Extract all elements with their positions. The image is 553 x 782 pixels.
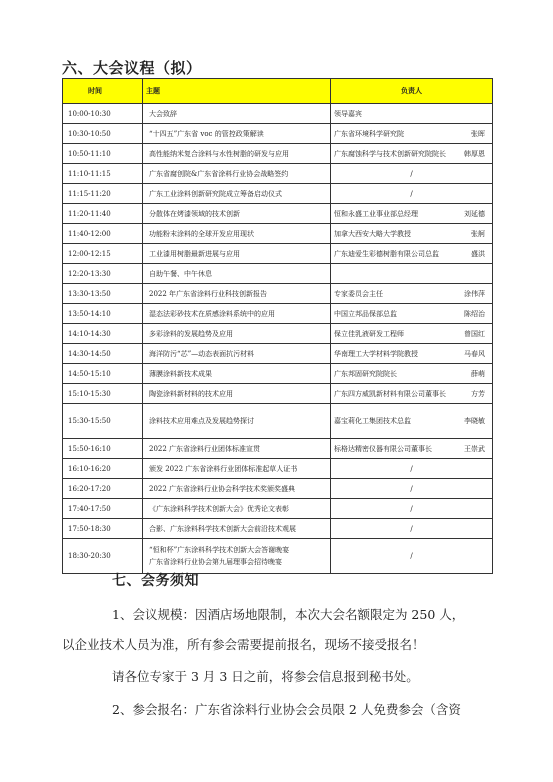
agenda-row: [63, 439, 493, 459]
agenda-responsible: [331, 404, 493, 439]
responsible-org: 中国立邦品保部总监: [334, 309, 397, 318]
responsible-org: 华南理工大学材料学院教授: [334, 349, 418, 358]
responsible-person: 方芳: [471, 389, 485, 398]
section-6-title: 六、大会议程（拟）: [62, 59, 202, 77]
notice-paragraph-2: 请各位专家于 3 月 3 日之前，将参会信息报到秘书处。: [112, 669, 419, 684]
agenda-row: [63, 104, 493, 124]
agenda-topic: 薄膜涂料新技术成果: [143, 364, 331, 384]
agenda-row: [63, 224, 493, 244]
agenda-responsible: [331, 204, 493, 224]
agenda-responsible: [331, 384, 493, 404]
agenda-time: 15:50-16:10: [63, 439, 143, 459]
responsible-person: 曾国红: [464, 329, 485, 338]
agenda-responsible: [331, 499, 493, 519]
agenda-time: 15:30-15:50: [63, 404, 143, 439]
agenda-time: 14:50-15:10: [63, 364, 143, 384]
agenda-row: [63, 264, 493, 284]
agenda-time: 11:10-11:15: [63, 164, 143, 184]
responsible-org: 领导嘉宾: [334, 109, 362, 118]
agenda-row: [63, 539, 493, 574]
agenda-responsible: [331, 244, 493, 264]
agenda-row: [63, 204, 493, 224]
agenda-time: 11:15-11:20: [63, 184, 143, 204]
responsible-person: 薛萌: [471, 369, 485, 378]
responsible-org: /: [410, 464, 413, 473]
agenda-time: 10:50-11:10: [63, 144, 143, 164]
agenda-responsible: [331, 124, 493, 144]
agenda-time: 13:50-14:10: [63, 304, 143, 324]
responsible-org: /: [410, 552, 413, 560]
responsible-org: 保立佳乳液研发工程师: [334, 329, 404, 338]
responsible-org: /: [410, 484, 413, 493]
agenda-row: [63, 184, 493, 204]
agenda-responsible: [331, 164, 493, 184]
responsible-org: 广东四方威凯新材料有限公司董事长: [334, 389, 446, 398]
agenda-responsible: [331, 479, 493, 499]
agenda-row: [63, 124, 493, 144]
agenda-responsible: [331, 184, 493, 204]
responsible-org: 广东迪爱生彩德树脂有限公司总监: [334, 249, 439, 258]
agenda-row: [63, 479, 493, 499]
responsible-org: 专家委员会主任: [334, 289, 383, 298]
notice-paragraph-3: 2、参会报名：广东省涂料行业协会会员限 2 人免费参会（含资: [112, 702, 461, 717]
responsible-org: 标格达精密仪器有限公司董事长: [334, 444, 432, 453]
agenda-row: [63, 384, 493, 404]
agenda-topic: 工业漆用树脂最新进展与应用: [143, 244, 331, 264]
agenda-topic: 分散体在烤漆领域的技术创新: [143, 204, 331, 224]
notice-paragraph-1-cont: 以企业技术人员为准，所有参会需要提前报名，现场不接受报名！: [62, 637, 425, 652]
agenda-topic: 涂料技术应用难点及发展趋势探讨: [143, 404, 331, 439]
responsible-org: 广东腐蚀科学与技术创新研究院院长: [334, 149, 446, 158]
responsible-person: 韩厚恩: [464, 149, 485, 158]
agenda-time: 10:00-10:30: [63, 104, 143, 124]
agenda-row: [63, 304, 493, 324]
agenda-topic: “十四五”广东省 voc 的管控政策解读: [143, 124, 331, 144]
agenda-topic: 大会致辞: [143, 104, 331, 124]
responsible-person: 李晓敏: [464, 417, 485, 425]
responsible-org: 加拿大西安大略大学教授: [334, 229, 411, 238]
header-time: 时间: [63, 79, 143, 104]
agenda-time: 18:30-20:30: [63, 539, 143, 574]
agenda-time: 16:10-16:20: [63, 459, 143, 479]
responsible-org: /: [410, 504, 413, 513]
agenda-row: [63, 244, 493, 264]
responsible-person: 盛洪: [471, 249, 485, 258]
responsible-org: /: [410, 189, 413, 198]
agenda-time: 13:30-13:50: [63, 284, 143, 304]
agenda-topic: 湿态法彩砂技术在质感涂料系统中的应用: [143, 304, 331, 324]
agenda-topic: 2022 年广东省涂料行业科技创新报告: [143, 284, 331, 304]
agenda-row: [63, 364, 493, 384]
responsible-person: 陈绍治: [464, 309, 485, 318]
agenda-topic: 合影、广东涂料科学技术创新大会前沿技术观展: [143, 519, 331, 539]
responsible-org: 广东省环境科学研究院: [334, 129, 404, 138]
agenda-header-row: [63, 79, 493, 104]
agenda-time: 12:20-13:30: [63, 264, 143, 284]
responsible-person: 张晖: [471, 129, 485, 138]
responsible-org: 恒和永盛工业事业部总经理: [334, 209, 418, 218]
agenda-table: [62, 78, 493, 574]
agenda-responsible: [331, 104, 493, 124]
agenda-time: 12:00-12:15: [63, 244, 143, 264]
agenda-row: [63, 324, 493, 344]
responsible-person: 张舸: [471, 229, 485, 238]
agenda-responsible: [331, 439, 493, 459]
agenda-responsible: [331, 264, 493, 284]
agenda-responsible: [331, 324, 493, 344]
agenda-responsible: [331, 459, 493, 479]
agenda-topic: 《广东涂料科学技术创新大会》优秀论文表彰: [143, 499, 331, 519]
agenda-row: [63, 499, 493, 519]
agenda-time: 10:30-10:50: [63, 124, 143, 144]
responsible-person: 马春风: [464, 349, 485, 358]
agenda-topic: 高性能纳米复合涂料与水性树脂的研发与应用: [143, 144, 331, 164]
agenda-row: [63, 284, 493, 304]
agenda-time: 11:20-11:40: [63, 204, 143, 224]
agenda-time: 15:10-15:30: [63, 384, 143, 404]
agenda-topic: 2022 广东省涂料行业团体标准宣贯: [143, 439, 331, 459]
agenda-topic: 多彩涂料的发展趋势及应用: [143, 324, 331, 344]
agenda-topic: 功能粉末涂料的全球开发应用现状: [143, 224, 331, 244]
agenda-responsible: [331, 144, 493, 164]
agenda-responsible: [331, 224, 493, 244]
responsible-org: /: [410, 524, 413, 533]
agenda-topic: 广东省腐创院&广东省涂料行业协会战略签约: [143, 164, 331, 184]
agenda-row: [63, 164, 493, 184]
header-topic: 主题: [143, 79, 331, 104]
agenda-responsible: [331, 344, 493, 364]
agenda-responsible: [331, 364, 493, 384]
agenda-row: [63, 459, 493, 479]
agenda-topic-line: 广东省涂料行业协会第九届理事会招待晚宴: [149, 558, 282, 566]
agenda-topic: 广东工业涂料创新研究院成立筹备启动仪式: [143, 184, 331, 204]
agenda-row: [63, 344, 493, 364]
agenda-row: [63, 519, 493, 539]
agenda-topic: [143, 539, 331, 574]
agenda-row: [63, 144, 493, 164]
responsible-org: 广东邦固研究院院长: [334, 369, 397, 378]
agenda-responsible: [331, 304, 493, 324]
agenda-time: 14:10-14:30: [63, 324, 143, 344]
agenda-time: 17:40-17:50: [63, 499, 143, 519]
responsible-person: 涂伟萍: [464, 289, 485, 298]
header-responsible: 负责人: [331, 79, 493, 104]
agenda-responsible: [331, 539, 493, 574]
agenda-row: [63, 404, 493, 439]
agenda-responsible: [331, 519, 493, 539]
responsible-org: 嘉宝莉化工集团技术总监: [334, 417, 411, 425]
responsible-person: 刘延德: [464, 209, 485, 218]
section-7-title: 七、会务须知: [112, 573, 199, 589]
agenda-topic: 颁发 2022 广东省涂料行业团体标准起草人证书: [143, 459, 331, 479]
agenda-topic: 自助午餐、中午休息: [143, 264, 331, 284]
agenda-time: 14:30-14:50: [63, 344, 143, 364]
responsible-person: 王崇武: [464, 444, 485, 453]
agenda-topic: 海洋防污“芯”—动态表面抗污材料: [143, 344, 331, 364]
agenda-topic-line: “恒和杯”广东涂料科学技术创新大会答谢晚宴: [149, 546, 290, 554]
agenda-time: 11:40-12:00: [63, 224, 143, 244]
agenda-time: 17:50-18:30: [63, 519, 143, 539]
agenda-responsible: [331, 284, 493, 304]
agenda-topic: 陶瓷涂料新材料的技术应用: [143, 384, 331, 404]
notice-paragraph-1: 1、会议规模：因酒店场地限制，本次大会名额限定为 250 人，: [112, 607, 465, 622]
agenda-topic: 2022 广东省涂料行业协会科学技术奖颁奖盛典: [143, 479, 331, 499]
agenda-time: 16:20-17:20: [63, 479, 143, 499]
responsible-org: /: [410, 169, 413, 178]
